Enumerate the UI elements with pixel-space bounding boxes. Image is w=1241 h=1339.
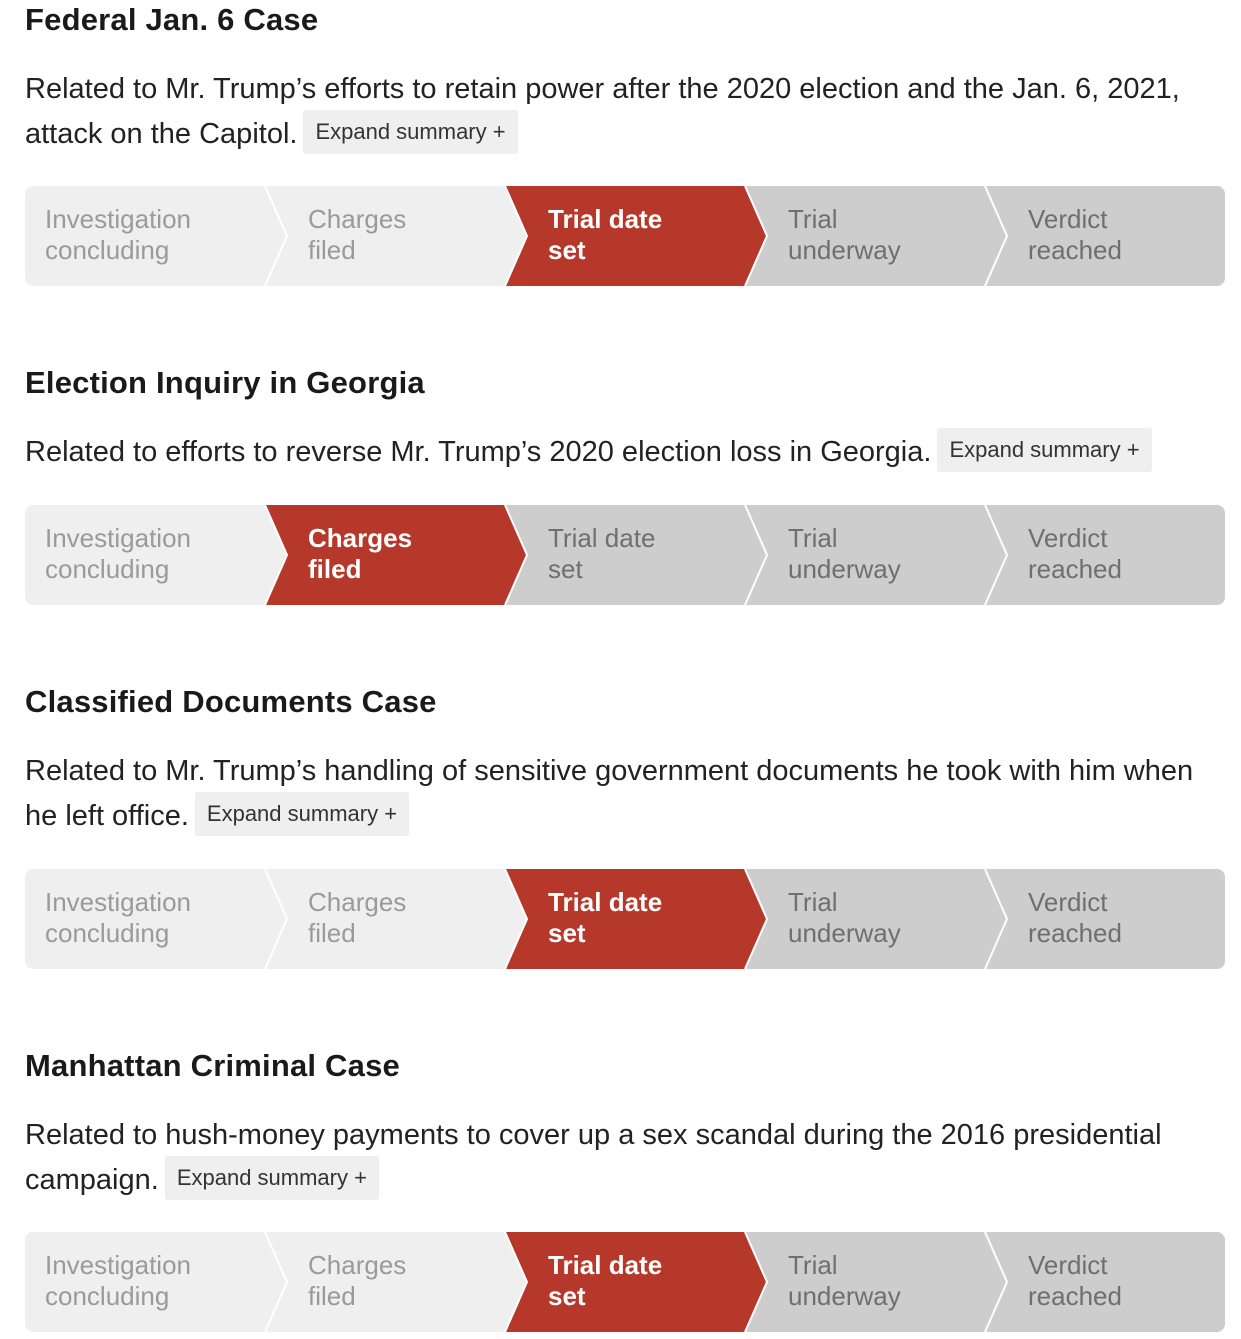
stage-label-4 xyxy=(788,523,901,585)
stage-label-3 xyxy=(548,204,662,266)
stage-label-line2: reached xyxy=(1028,1281,1122,1311)
stage-label-line2: filed xyxy=(308,1281,356,1311)
stage-label-line1: Investigation xyxy=(45,887,191,917)
expand-summary-button[interactable]: Expand summary + xyxy=(303,110,517,154)
stage-label-line1: Charges xyxy=(308,204,407,234)
stage-label-line2: concluding xyxy=(45,554,170,584)
stage-label-line2: set xyxy=(548,918,586,948)
stage-tracker xyxy=(25,1232,1225,1332)
stage-label-1 xyxy=(45,204,191,266)
stage-label-5 xyxy=(1028,887,1122,949)
stage-label-line1: Verdict xyxy=(1028,887,1108,917)
case-summary-text: Related to efforts to reverse Mr. Trump’s 2020 election loss in Georgia. xyxy=(25,436,932,468)
stage-label-4 xyxy=(788,204,901,266)
stage-label-line2: underway xyxy=(788,235,901,265)
stage-tracker xyxy=(25,869,1225,969)
stage-label-line2: filed xyxy=(308,235,356,265)
stage-label-line2: filed xyxy=(308,554,362,584)
stage-label-line1: Trial xyxy=(788,204,838,234)
stage-label-line2: reached xyxy=(1028,235,1122,265)
stage-label-2 xyxy=(308,1250,406,1312)
stage-label-1 xyxy=(45,887,191,949)
stage-label-5 xyxy=(1028,1250,1122,1312)
stage-label-line2: filed xyxy=(308,918,356,948)
stage-label-line2: concluding xyxy=(45,918,170,948)
stage-label-line2: set xyxy=(548,1281,586,1311)
stage-label-3 xyxy=(548,1250,662,1312)
stage-label-2 xyxy=(308,887,406,949)
case-summary xyxy=(25,430,1220,475)
stage-label-line1: Trial date xyxy=(548,887,663,917)
stage-label-line1: Investigation xyxy=(45,523,191,553)
stage-label-3 xyxy=(548,887,662,949)
stage-label-line2: set xyxy=(548,235,586,265)
case-manhattan-criminal xyxy=(25,1046,1225,1311)
stage-label-line2: underway xyxy=(788,1281,901,1311)
stage-label-3 xyxy=(548,523,655,585)
case-summary xyxy=(25,1113,1220,1203)
stage-label-5 xyxy=(1028,523,1122,585)
case-georgia-election xyxy=(25,363,1225,584)
stage-label-1 xyxy=(45,1250,191,1312)
stage-label-line1: Trial date xyxy=(548,1250,663,1280)
stage-label-line2: reached xyxy=(1028,554,1122,584)
case-classified-documents xyxy=(25,682,1225,948)
case-summary xyxy=(25,749,1220,839)
expand-summary-button[interactable]: Expand summary + xyxy=(165,1156,379,1200)
stage-label-line2: set xyxy=(548,554,583,584)
stage-label-4 xyxy=(788,887,901,949)
stage-label-line1: Verdict xyxy=(1028,523,1108,553)
stage-label-line1: Trial date xyxy=(548,523,656,553)
stage-label-2 xyxy=(308,523,412,585)
stage-label-line1: Trial date xyxy=(548,204,663,234)
expand-summary-button[interactable]: Expand summary + xyxy=(195,792,409,836)
stage-tracker xyxy=(25,186,1225,286)
case-title: Election Inquiry in Georgia xyxy=(25,365,425,400)
expand-summary-button[interactable]: Expand summary + xyxy=(937,428,1151,472)
stage-label-line2: reached xyxy=(1028,918,1122,948)
stage-label-line2: underway xyxy=(788,918,901,948)
case-federal-jan6 xyxy=(25,0,1225,265)
stage-label-line1: Charges xyxy=(308,1250,407,1280)
case-summary-text: Related to Mr. Trump’s efforts to retain power after the 2020 election and the Jan. 6, 2021, attack on the Capitol. xyxy=(25,73,1180,150)
case-title: Classified Documents Case xyxy=(25,684,437,719)
stage-label-4 xyxy=(788,1250,901,1312)
stage-label-line2: concluding xyxy=(45,235,170,265)
stage-tracker xyxy=(25,505,1225,605)
stage-label-line1: Verdict xyxy=(1028,204,1108,234)
stage-label-line1: Trial xyxy=(788,1250,838,1280)
stage-label-line1: Investigation xyxy=(45,1250,191,1280)
stage-label-line1: Trial xyxy=(788,887,838,917)
case-summary-text: Related to hush-money payments to cover up a sex scandal during the 2016 presidential campaign. xyxy=(25,1119,1162,1196)
stage-label-line1: Verdict xyxy=(1028,1250,1108,1280)
stage-label-1 xyxy=(45,523,191,585)
stage-label-line1: Charges xyxy=(308,887,407,917)
case-title: Federal Jan. 6 Case xyxy=(25,2,319,37)
case-summary xyxy=(25,67,1220,157)
case-summary-text: Related to Mr. Trump’s handling of sensitive government documents he took with him when he left office. xyxy=(25,755,1194,832)
stage-label-line1: Trial xyxy=(788,523,838,553)
stage-label-5 xyxy=(1028,204,1122,266)
stage-label-line2: underway xyxy=(788,554,901,584)
stage-label-line1: Investigation xyxy=(45,204,191,234)
stage-label-2 xyxy=(308,204,406,266)
case-title: Manhattan Criminal Case xyxy=(25,1048,400,1083)
stage-label-line2: concluding xyxy=(45,1281,170,1311)
stage-label-line1: Charges xyxy=(308,523,413,553)
